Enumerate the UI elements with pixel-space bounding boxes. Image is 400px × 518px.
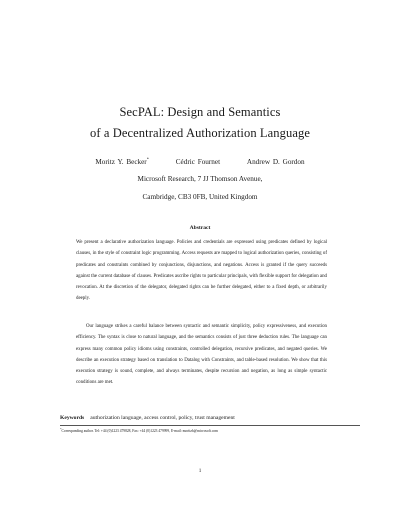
keywords-text: authorization language, access control, policy, trust management [90,415,235,421]
abstract-paragraph-1: We present a declarative authorization language. Policies and credentials are expressed using predicates defined by logical clauses, in the style of constraint logic programming. Access requests are mapped to logical authorization queries, consisting of predicates and constraints combined by conjunctions, disjunctions, and negations. Access is granted if the query succeeds against the current database of clauses. Predicates ascribe rights to particular principals, with flexible support for delegation and revocation. At the discretion of the delegator, delegated rights can be further delegated, either to a fixed depth, or arbitrarily deeply. [76,240,327,302]
author-footnote-mark: * [146,157,149,162]
author-gordon [247,158,305,166]
author-name: Cédric Fournet [175,158,221,167]
keywords-label: Keywords [60,415,85,421]
affiliation-line-2: Cambridge, CB3 0FB, United Kingdom [142,193,258,201]
affiliation-line-1: Microsoft Research, 7 JJ Thomson Avenue, [137,175,263,183]
footnote-text: Corresponding author. Tel: +44 (0)1223 479828, Fax: +44 (0)1223 479999, E-mail: moritzb@microsoft.com [61,429,218,434]
page-number: 1 [198,468,202,474]
author-fournet [176,158,220,166]
paper-title-line-1: SecPAL: Design and Semantics [119,105,281,119]
abstract-paragraph-2: Our language strikes a careful balance between syntactic and semantic simplicity, policy expressiveness, and execution efficiency. The syntax is close to natural language, and the semantics consists of just three deduction rules. The language can express many common policy idioms using constraints, controlled delegation, recursive predicates, and negated queries. We describe an execution strategy based on translation to Datalog with Constraints, and table-based resolution. We show that this execution strategy is sound, complete, and always terminates, despite recursion and negation, as long as simple syntactic conditions are met. [76,324,327,386]
paper-title-line-2: of a Decentralized Authorization Language [90,126,310,140]
author-name: Andrew D. Gordon [246,158,305,167]
footnote-mark: * [60,427,62,431]
footnote [60,425,360,433]
author-list [0,157,400,166]
author-name: Moritz Y. Becker [95,158,147,167]
keywords-line [60,415,350,421]
author-becker [95,158,149,166]
abstract-heading: Abstract [189,225,211,231]
